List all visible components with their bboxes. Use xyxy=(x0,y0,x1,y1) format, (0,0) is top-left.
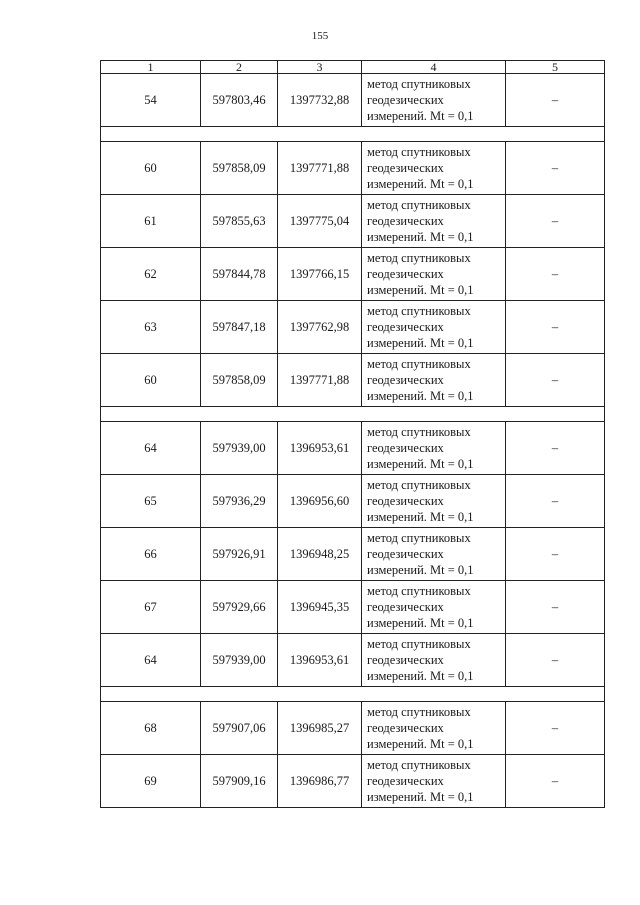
point-number-cell: 69 xyxy=(101,755,201,808)
group-separator-cell xyxy=(101,407,605,422)
method-text-line: измерений. Mt = 0,1 xyxy=(367,336,474,350)
method-text-line: метод спутниковых xyxy=(367,198,471,212)
y-coordinate-cell: 1397762,98 xyxy=(278,301,362,354)
method-text-line: геодезических xyxy=(367,93,444,107)
x-coordinate-cell: 597844,78 xyxy=(201,248,278,301)
point-number-cell: 63 xyxy=(101,301,201,354)
method-text-line: геодезических xyxy=(367,774,444,788)
method-text-line: метод спутниковых xyxy=(367,251,471,265)
method-text-line: измерений. Mt = 0,1 xyxy=(367,669,474,683)
y-coordinate-cell: 1396948,25 xyxy=(278,528,362,581)
y-coordinate-cell: 1396986,77 xyxy=(278,755,362,808)
group-separator-row xyxy=(101,407,605,422)
accuracy-cell: – xyxy=(506,528,605,581)
method-text-line: геодезических xyxy=(367,494,444,508)
accuracy-cell: – xyxy=(506,634,605,687)
method-text-line: измерений. Mt = 0,1 xyxy=(367,563,474,577)
method-text-line: метод спутниковых xyxy=(367,357,471,371)
point-number-cell: 68 xyxy=(101,702,201,755)
method-text-line: измерений. Mt = 0,1 xyxy=(367,230,474,244)
method-cell xyxy=(362,581,506,634)
method-cell xyxy=(362,422,506,475)
point-number-cell: 61 xyxy=(101,195,201,248)
method-cell xyxy=(362,702,506,755)
table-header-row xyxy=(101,61,605,74)
method-text-line: метод спутниковых xyxy=(367,478,471,492)
method-text-line: измерений. Mt = 0,1 xyxy=(367,389,474,403)
method-cell xyxy=(362,528,506,581)
table-row xyxy=(101,354,605,407)
x-coordinate-cell: 597847,18 xyxy=(201,301,278,354)
group-separator-cell xyxy=(101,127,605,142)
x-coordinate-cell: 597926,91 xyxy=(201,528,278,581)
method-cell xyxy=(362,354,506,407)
table-row xyxy=(101,422,605,475)
x-coordinate-cell: 597803,46 xyxy=(201,74,278,127)
y-coordinate-cell: 1397766,15 xyxy=(278,248,362,301)
method-cell xyxy=(362,142,506,195)
page-number: 155 xyxy=(311,30,329,42)
method-text-line: измерений. Mt = 0,1 xyxy=(367,177,474,191)
x-coordinate-cell: 597939,00 xyxy=(201,422,278,475)
method-text-line: геодезических xyxy=(367,214,444,228)
accuracy-cell: – xyxy=(506,354,605,407)
method-cell xyxy=(362,301,506,354)
method-text-line: измерений. Mt = 0,1 xyxy=(367,737,474,751)
method-cell xyxy=(362,195,506,248)
accuracy-cell: – xyxy=(506,142,605,195)
column-header: 5 xyxy=(506,61,605,74)
table-row xyxy=(101,634,605,687)
method-text-line: геодезических xyxy=(367,373,444,387)
x-coordinate-cell: 597939,00 xyxy=(201,634,278,687)
accuracy-cell: – xyxy=(506,755,605,808)
method-text-line: геодезических xyxy=(367,320,444,334)
y-coordinate-cell: 1396956,60 xyxy=(278,475,362,528)
method-cell xyxy=(362,475,506,528)
method-cell xyxy=(362,755,506,808)
method-cell xyxy=(362,248,506,301)
y-coordinate-cell: 1397771,88 xyxy=(278,142,362,195)
method-text-line: метод спутниковых xyxy=(367,145,471,159)
accuracy-cell: – xyxy=(506,248,605,301)
coordinates-table-body xyxy=(101,61,605,808)
method-text-line: геодезических xyxy=(367,653,444,667)
group-separator-row xyxy=(101,127,605,142)
accuracy-cell: – xyxy=(506,702,605,755)
point-number-cell: 54 xyxy=(101,74,201,127)
method-text-line: измерений. Mt = 0,1 xyxy=(367,790,474,804)
x-coordinate-cell: 597858,09 xyxy=(201,142,278,195)
accuracy-cell: – xyxy=(506,74,605,127)
method-text-line: метод спутниковых xyxy=(367,637,471,651)
y-coordinate-cell: 1396953,61 xyxy=(278,422,362,475)
method-text-line: измерений. Mt = 0,1 xyxy=(367,457,474,471)
accuracy-cell: – xyxy=(506,422,605,475)
column-header: 3 xyxy=(278,61,362,74)
point-number-cell: 64 xyxy=(101,634,201,687)
table-row xyxy=(101,702,605,755)
method-text-line: геодезических xyxy=(367,267,444,281)
column-header: 1 xyxy=(101,61,201,74)
x-coordinate-cell: 597907,06 xyxy=(201,702,278,755)
accuracy-cell: – xyxy=(506,475,605,528)
method-text-line: измерений. Mt = 0,1 xyxy=(367,616,474,630)
method-text-line: измерений. Mt = 0,1 xyxy=(367,510,474,524)
point-number-cell: 62 xyxy=(101,248,201,301)
table-row xyxy=(101,755,605,808)
table-row xyxy=(101,528,605,581)
y-coordinate-cell: 1397732,88 xyxy=(278,74,362,127)
method-cell xyxy=(362,634,506,687)
y-coordinate-cell: 1396953,61 xyxy=(278,634,362,687)
table-row xyxy=(101,142,605,195)
method-text-line: метод спутниковых xyxy=(367,531,471,545)
method-text-line: метод спутниковых xyxy=(367,304,471,318)
table-row xyxy=(101,581,605,634)
method-text-line: метод спутниковых xyxy=(367,584,471,598)
column-header: 4 xyxy=(362,61,506,74)
method-text-line: геодезических xyxy=(367,441,444,455)
method-text-line: геодезических xyxy=(367,161,444,175)
x-coordinate-cell: 597929,66 xyxy=(201,581,278,634)
group-separator-row xyxy=(101,687,605,702)
x-coordinate-cell: 597909,16 xyxy=(201,755,278,808)
method-text-line: измерений. Mt = 0,1 xyxy=(367,283,474,297)
y-coordinate-cell: 1397771,88 xyxy=(278,354,362,407)
table-row xyxy=(101,475,605,528)
group-separator-cell xyxy=(101,687,605,702)
x-coordinate-cell: 597855,63 xyxy=(201,195,278,248)
table-row xyxy=(101,74,605,127)
x-coordinate-cell: 597858,09 xyxy=(201,354,278,407)
accuracy-cell: – xyxy=(506,195,605,248)
point-number-cell: 66 xyxy=(101,528,201,581)
accuracy-cell: – xyxy=(506,581,605,634)
table-row xyxy=(101,195,605,248)
method-text-line: метод спутниковых xyxy=(367,758,471,772)
method-text-line: геодезических xyxy=(367,600,444,614)
point-number-cell: 64 xyxy=(101,422,201,475)
point-number-cell: 65 xyxy=(101,475,201,528)
x-coordinate-cell: 597936,29 xyxy=(201,475,278,528)
coordinates-table xyxy=(100,60,605,808)
point-number-cell: 67 xyxy=(101,581,201,634)
y-coordinate-cell: 1397775,04 xyxy=(278,195,362,248)
point-number-cell: 60 xyxy=(101,142,201,195)
method-text-line: метод спутниковых xyxy=(367,425,471,439)
method-cell xyxy=(362,74,506,127)
method-text-line: геодезических xyxy=(367,721,444,735)
table-row xyxy=(101,301,605,354)
y-coordinate-cell: 1396945,35 xyxy=(278,581,362,634)
column-header: 2 xyxy=(201,61,278,74)
point-number-cell: 60 xyxy=(101,354,201,407)
method-text-line: геодезических xyxy=(367,547,444,561)
method-text-line: метод спутниковых xyxy=(367,705,471,719)
method-text-line: метод спутниковых xyxy=(367,77,471,91)
accuracy-cell: – xyxy=(506,301,605,354)
table-row xyxy=(101,248,605,301)
y-coordinate-cell: 1396985,27 xyxy=(278,702,362,755)
method-text-line: измерений. Mt = 0,1 xyxy=(367,109,474,123)
